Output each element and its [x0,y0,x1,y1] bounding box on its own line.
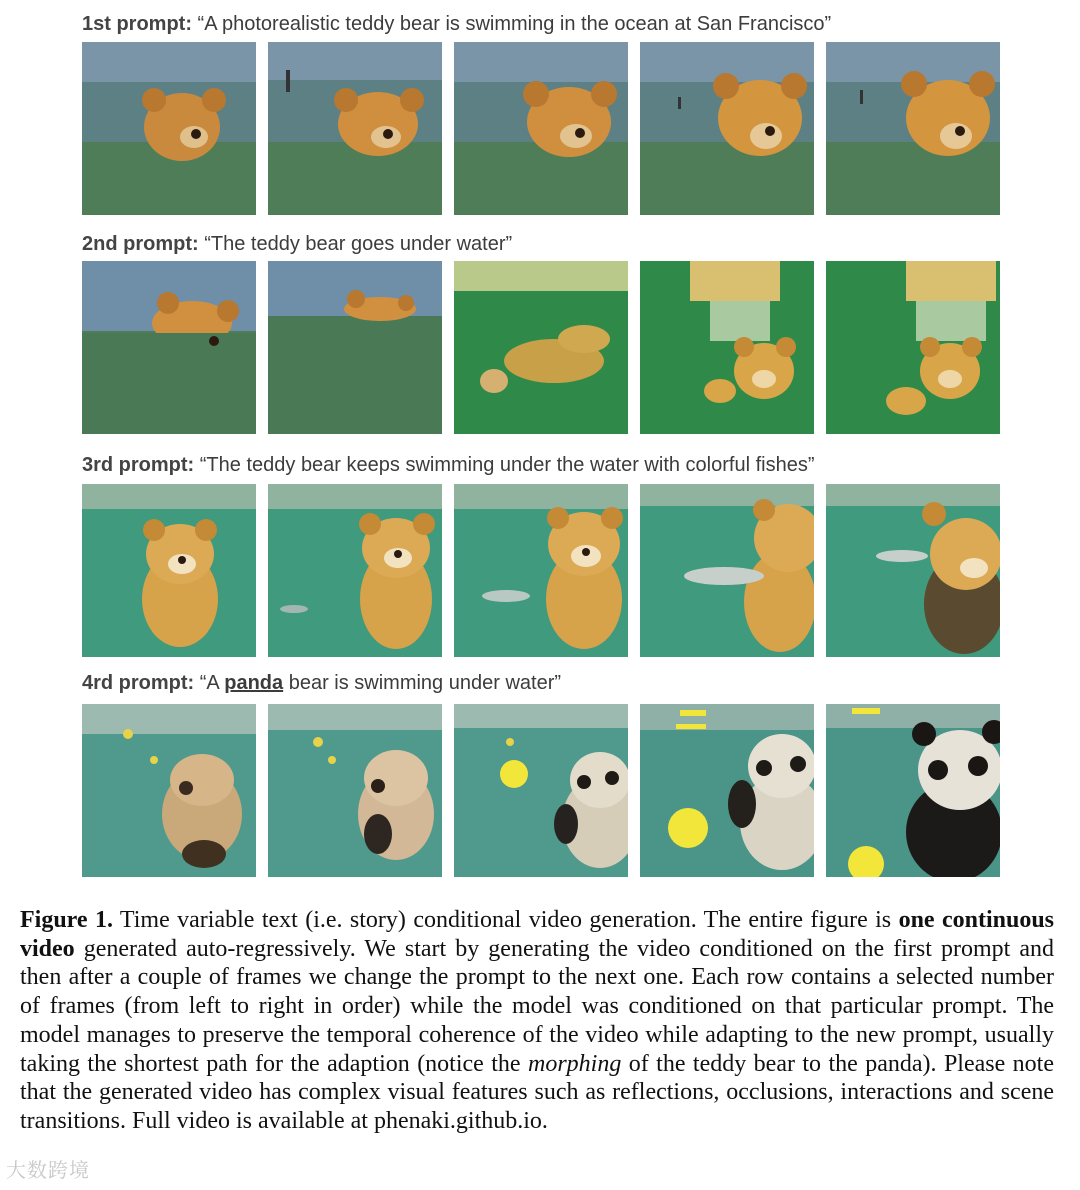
frame-1-3 [454,42,628,215]
prompt-4 [82,671,561,695]
frame-4-2 [268,704,442,877]
caption-label: Figure 1. [20,907,113,933]
frame-2-5 [826,261,1000,434]
prompt-4-label: 4rd prompt: [82,672,195,694]
frame-1-4 [640,42,814,215]
frame-2-3 [454,261,628,434]
frames-row-3 [82,484,998,657]
frame-1-5 [826,42,1000,215]
caption-text-1: Time variable text (i.e. story) conditional video generation. The entire figure is [112,907,899,933]
frame-3-3 [454,484,628,657]
prompt-3-text: “The teddy bear keeps swimming under the water with colorful fishes” [194,454,815,476]
frames-row-1 [82,42,998,215]
frame-4-5 [826,704,1000,877]
prompt-3 [82,453,815,477]
prompt-2-text: “The teddy bear goes under water” [198,233,513,255]
frame-3-4 [640,484,814,657]
prompt-1-label: 1st prompt: [82,13,192,35]
frame-3-1 [82,484,256,657]
watermark: 大数跨境 [6,1158,90,1182]
frame-2-2 [268,261,442,434]
prompt-2 [82,232,512,256]
frame-2-4 [640,261,814,434]
frame-1-2 [268,42,442,215]
frame-1-1 [82,42,256,215]
frames-row-2 [82,261,998,434]
prompt-2-label: 2nd prompt: [82,233,199,255]
frame-3-2 [268,484,442,657]
prompt-4-text-before: “A [194,672,225,694]
caption-italic: morphing [528,1050,622,1077]
prompt-3-label: 3rd prompt: [82,454,195,476]
frame-4-3 [454,704,628,877]
frame-2-1 [82,261,256,434]
frame-4-1 [82,704,256,877]
caption-text-3: of the teddy bear to the panda). Please note that the generated video has complex visual features such as reflections, occlusions, interactions and scene transitions. Full video is available at phenaki.github.io. [20,1050,1054,1134]
figure-caption [20,906,1054,1136]
prompt-1 [82,12,831,36]
prompt-1-text: “A photorealistic teddy bear is swimming in the ocean at San Francisco” [192,13,832,35]
prompt-4-highlight: panda [224,672,284,694]
prompt-4-text-after: bear is swimming under water” [283,672,562,694]
caption-bold: one continuous video [20,907,1055,962]
frame-4-4 [640,704,814,877]
caption-text-2: generated auto-regressively. We start by generating the video conditioned on the first prompt and then after a couple of frames we change the prompt to the next one. Each row contains a selected number of frames (from left to right in order) while the model was conditioned on that particular prompt. The model manages to preserve the temporal coherence of the video while adapting to the new prompt, usually taking the shortest path for the adaption (notice the [20,935,1054,1077]
frames-row-4 [82,704,998,877]
frame-3-5 [826,484,1000,657]
